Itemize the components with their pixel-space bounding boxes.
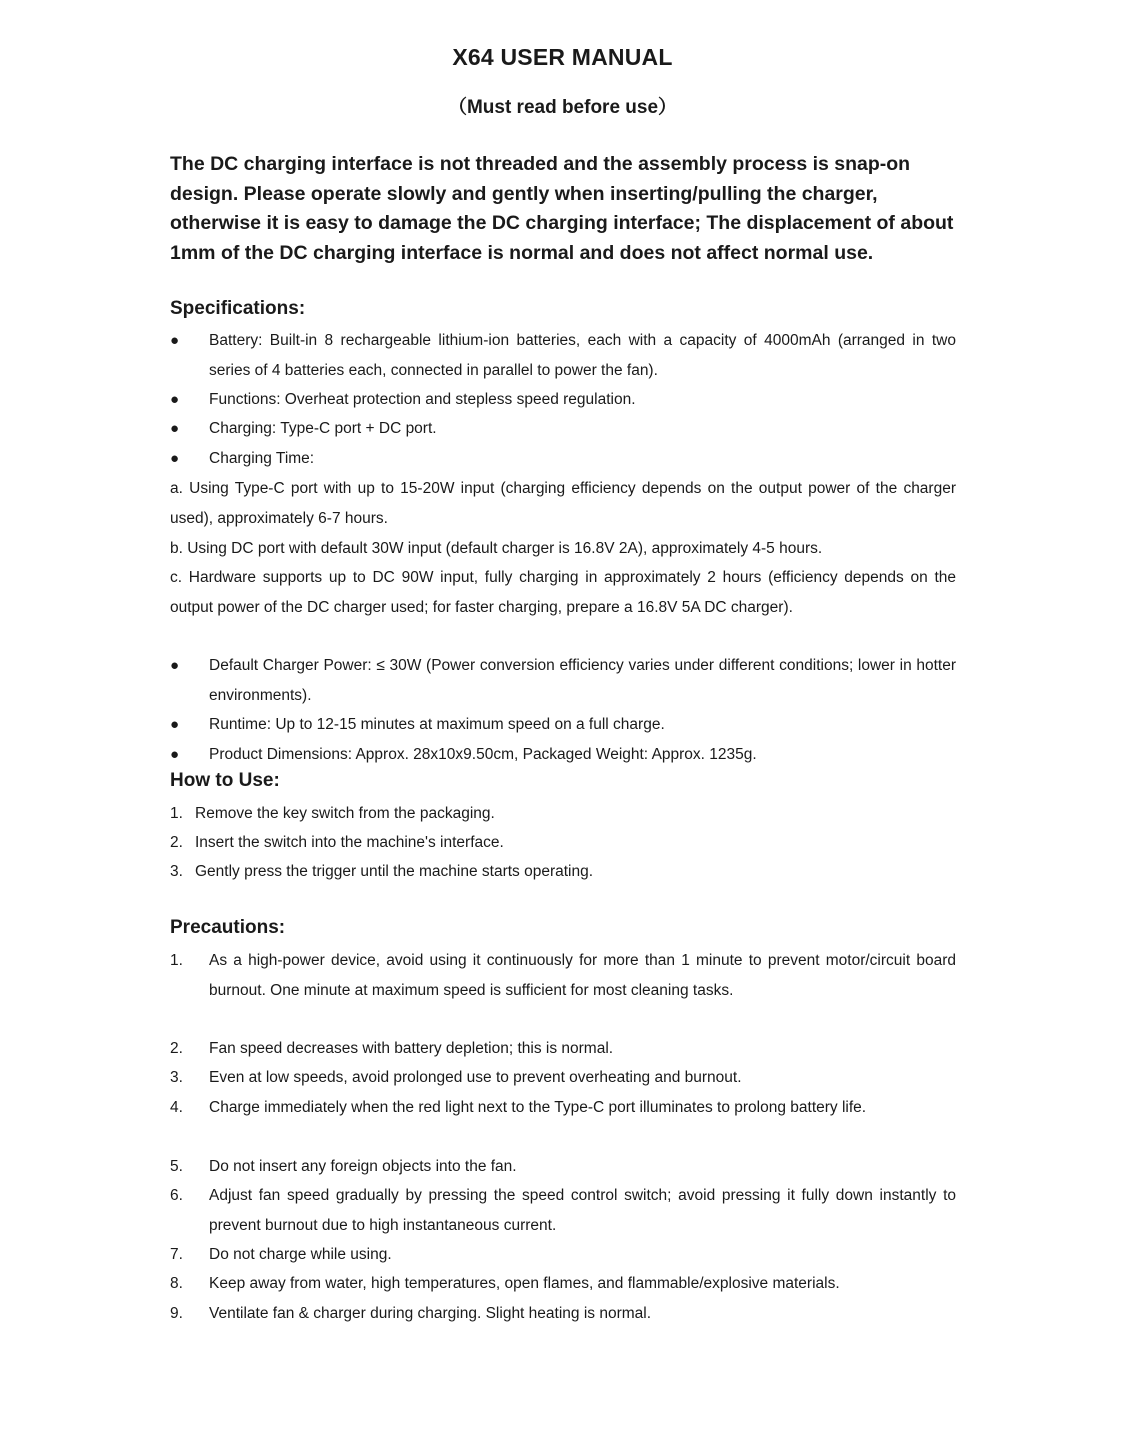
precaution-number: 3. [170, 1069, 183, 1086]
step-text: Remove the key switch from the packaging. [195, 805, 495, 822]
document-subtitle: （Must read before use） [447, 97, 678, 118]
spec-item-charger-power [170, 651, 956, 710]
how-to-use-heading: How to Use: [170, 770, 280, 791]
precaution-number: 1. [170, 952, 183, 969]
spec-item-text: Charging Time: [209, 450, 315, 467]
precautions-heading: Precautions: [170, 917, 286, 938]
precaution-number: 2. [170, 1040, 183, 1057]
spec-item-charging [170, 414, 956, 444]
spec-item-runtime [170, 710, 956, 740]
precaution-number: 7. [170, 1246, 183, 1263]
precaution-number: 6. [170, 1187, 183, 1204]
precaution-item [170, 1299, 956, 1329]
spec-item-charging-time [170, 444, 956, 474]
step-number: 1. [170, 805, 183, 822]
precaution-number: 9. [170, 1305, 183, 1322]
how-to-step [170, 799, 956, 829]
precaution-item [170, 1093, 956, 1123]
precaution-item [170, 1152, 956, 1182]
precaution-text: Do not charge while using. [209, 1246, 392, 1263]
precaution-item [170, 1269, 956, 1299]
step-number: 3. [170, 863, 183, 880]
precaution-number: 4. [170, 1099, 183, 1116]
spec-item-battery [170, 326, 956, 385]
precaution-item [170, 1240, 956, 1270]
bullet-icon: ● [170, 332, 180, 349]
precaution-text: As a high-power device, avoid using it continuously for more than 1 minute to prevent motor/circuit board burnout. One minute at maximum speed is sufficient for most cleaning tasks. [209, 952, 956, 999]
bullet-icon: ● [170, 657, 180, 674]
precaution-item [170, 1034, 956, 1064]
precaution-text: Ventilate fan & charger during charging. Slight heating is normal. [209, 1305, 652, 1322]
spec-item-text: Charging: Type-C port + DC port. [209, 420, 437, 437]
charging-note-a: a. Using Type-C port with up to 15-20W input (charging efficiency depends on the output power of the charger used), approximately 6-7 hours. [170, 480, 956, 527]
precaution-text: Adjust fan speed gradually by pressing the speed control switch; avoid pressing it fully down instantly to prevent burnout due to high instantaneous current. [209, 1187, 956, 1234]
spec-item-text: Product Dimensions: Approx. 28x10x9.50cm, Packaged Weight: Approx. 1235g. [209, 746, 757, 763]
spec-item-functions [170, 385, 956, 415]
precaution-number: 8. [170, 1275, 183, 1292]
bullet-icon: ● [170, 716, 180, 733]
step-text: Insert the switch into the machine's interface. [195, 834, 504, 851]
spec-item-text: Runtime: Up to 12-15 minutes at maximum speed on a full charge. [209, 716, 665, 733]
bullet-icon: ● [170, 746, 180, 763]
spec-item-text: Functions: Overheat protection and stepless speed regulation. [209, 391, 636, 408]
precaution-text: Fan speed decreases with battery depletion; this is normal. [209, 1040, 614, 1057]
precaution-text: Do not insert any foreign objects into the fan. [209, 1158, 517, 1175]
spec-item-text: Default Charger Power: ≤ 30W (Power conversion efficiency varies under different conditions; lower in hotter environments). [209, 657, 956, 704]
precaution-item [170, 1063, 956, 1093]
how-to-step [170, 857, 956, 887]
charging-note-c: c. Hardware supports up to DC 90W input, fully charging in approximately 2 hours (efficiency depends on the output power of the DC charger used; for faster charging, prepare a 16.8V 5A DC charger). [170, 569, 956, 616]
bullet-icon: ● [170, 391, 180, 408]
dc-interface-notice: The DC charging interface is not threaded and the assembly process is snap-on design. Please operate slowly and gently when inserting/pulling the charger, otherwise it is easy to damage the DC charging interface; The displacement of about 1mm of the DC charging interface is normal and does not affect normal use. [170, 153, 954, 264]
precaution-text: Charge immediately when the red light next to the Type-C port illuminates to prolong battery life. [209, 1099, 867, 1116]
precaution-number: 5. [170, 1158, 183, 1175]
bullet-icon: ● [170, 450, 180, 467]
step-text: Gently press the trigger until the machine starts operating. [195, 863, 594, 880]
charging-note-b: b. Using DC port with default 30W input (default charger is 16.8V 2A), approximately 4-5 hours. [170, 540, 823, 557]
document-title: X64 USER MANUAL [452, 44, 673, 70]
specifications-heading: Specifications: [170, 298, 306, 319]
precaution-item [170, 946, 956, 1005]
spec-item-dimensions [170, 740, 956, 770]
precaution-item [170, 1181, 956, 1240]
precaution-text: Even at low speeds, avoid prolonged use to prevent overheating and burnout. [209, 1069, 742, 1086]
step-number: 2. [170, 834, 183, 851]
spec-item-text: Battery: Built-in 8 rechargeable lithium-ion batteries, each with a capacity of 4000mAh (arranged in two series of 4 batteries each, connected in parallel to power the fan). [209, 332, 956, 379]
how-to-step [170, 828, 956, 858]
precaution-text: Keep away from water, high temperatures, open flames, and flammable/explosive materials. [209, 1275, 840, 1292]
bullet-icon: ● [170, 420, 180, 437]
